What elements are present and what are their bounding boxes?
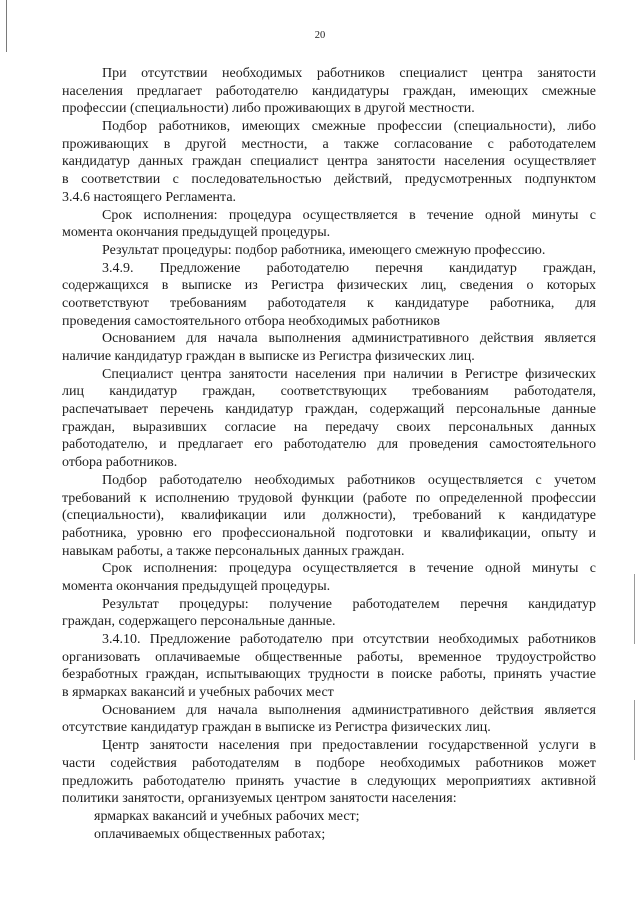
- text-line: распечатывает перечень кандидатур граждан, содержащий персональные данные: [62, 402, 596, 418]
- text-line: (специальности), квалификации или должности), требований к кандидатуре: [62, 508, 596, 524]
- text-line: содержащихся в выписке из Регистра физических лиц, сведения о которых: [62, 278, 596, 294]
- list-item: [62, 808, 596, 826]
- text-line: граждан, выразивших согласие на передачу своих персональных данных: [62, 419, 596, 435]
- text-line: политики занятости, организуемых центром занятости населения:: [62, 791, 457, 807]
- paragraph: [62, 596, 596, 631]
- text-line: населения предлагает работодателю кандидатуры граждан, имеющих смежные: [62, 83, 596, 99]
- text-line: Результат процедуры: получение работодателем перечня кандидатур: [102, 596, 596, 612]
- scan-edge-line: [6, 0, 7, 52]
- text-line: требований к исполнению трудовой функции (работе по определенной профессии: [62, 490, 596, 506]
- paragraph: [62, 260, 596, 331]
- text-line: 3.4.10. Предложение работодателю при отсутствии необходимых работников: [102, 632, 596, 647]
- text-line: Основанием для начала выполнения административного действия является: [102, 331, 596, 347]
- text-line: Срок исполнения: процедура осуществляется в течение одной минуты с: [102, 561, 596, 577]
- text-line: работодателю, и предлагает его работодателю для проведения самостоятельного: [62, 437, 596, 453]
- text-line: момента окончания предыдущей процедуры.: [62, 225, 331, 241]
- text-line: отбора работников.: [62, 455, 178, 471]
- text-line: профессии (специальности) либо проживающих в другой местности.: [62, 101, 475, 117]
- text-line: момента окончания предыдущей процедуры.: [62, 578, 331, 594]
- text-line: работника, уровню его профессиональной подготовки и квалификации, опыту и: [62, 525, 596, 541]
- text-line: лиц кандидатур граждан, соответствующих требованиям работодателя,: [62, 384, 596, 400]
- paragraph: [62, 702, 596, 737]
- text-line: При отсутствии необходимых работников специалист центра занятости: [102, 66, 596, 81]
- text-line: Подбор работодателю необходимых работников осуществляется с учетом: [102, 472, 596, 488]
- paragraph: [62, 242, 596, 260]
- paragraph: [62, 65, 596, 118]
- text-line: наличие кандидатур граждан в выписке из Регистра физических лиц.: [62, 349, 475, 364]
- scan-mark: [634, 700, 635, 760]
- text-line: предложить работодателю принять участие в следующих мероприятиях активной: [62, 773, 596, 789]
- text-line: проживающих в другой местности, а также согласование с работодателем: [62, 136, 596, 152]
- page-number: 20: [314, 30, 326, 41]
- text-line: 3.4.6 настоящего Регламента.: [62, 189, 237, 205]
- text-line: организовать оплачиваемые общественные работы, временное трудоустройство: [62, 649, 596, 665]
- paragraph: [62, 472, 596, 560]
- text-line: 3.4.9. Предложение работодателю перечня кандидатур граждан,: [102, 260, 596, 276]
- text-line: проведения самостоятельного отбора необходимых работников: [62, 313, 440, 329]
- paragraph: [62, 330, 596, 365]
- text-line: Срок исполнения: процедура осуществляется в течение одной минуты с: [102, 207, 596, 223]
- paragraph: [62, 118, 596, 206]
- text-line: в соответствии с последовательностью действий, предусмотренных подпунктом: [62, 172, 596, 188]
- list-item: [62, 826, 596, 844]
- text-line: ярмарках вакансий и учебных рабочих мест;: [94, 808, 360, 824]
- text-line: Центр занятости населения при предоставлении государственной услуги в: [102, 738, 596, 754]
- paragraph: [62, 737, 596, 808]
- text-line: безработных граждан, испытывающих трудности в поиске работы, принять участие: [62, 667, 596, 683]
- text-line: навыкам работы, а также персональных данных граждан.: [62, 543, 405, 559]
- text-line: Результат процедуры: подбор работника, имеющего смежную профессию.: [102, 242, 546, 258]
- text-line: в ярмарках вакансий и учебных рабочих мест: [62, 685, 334, 701]
- text-line: отсутствие кандидатур граждан в выписке из Регистра физических лиц.: [62, 720, 491, 736]
- text-line: Основанием для начала выполнения административного действия является: [102, 702, 596, 718]
- scan-mark: [634, 574, 635, 644]
- text-line: оплачиваемых общественных работах;: [94, 826, 326, 842]
- text-line: Подбор работников, имеющих смежные профессии (специальности), либо: [102, 119, 596, 135]
- paragraph: [62, 366, 596, 472]
- text-line: кандидатур данных граждан специалист центра занятости населения осуществляет: [62, 154, 596, 170]
- paragraph: [62, 207, 596, 242]
- paragraph: [62, 560, 596, 595]
- document-body: [62, 65, 596, 843]
- text-line: граждан, содержащего персональные данные.: [62, 614, 336, 630]
- text-line: соответствуют требованиям работодателя к кандидатуре работника, для: [62, 295, 596, 311]
- text-line: Специалист центра занятости населения при наличии в Регистре физических: [102, 366, 596, 382]
- text-line: части содействия работодателям в подборе необходимых работников может: [62, 755, 596, 771]
- paragraph: [62, 631, 596, 702]
